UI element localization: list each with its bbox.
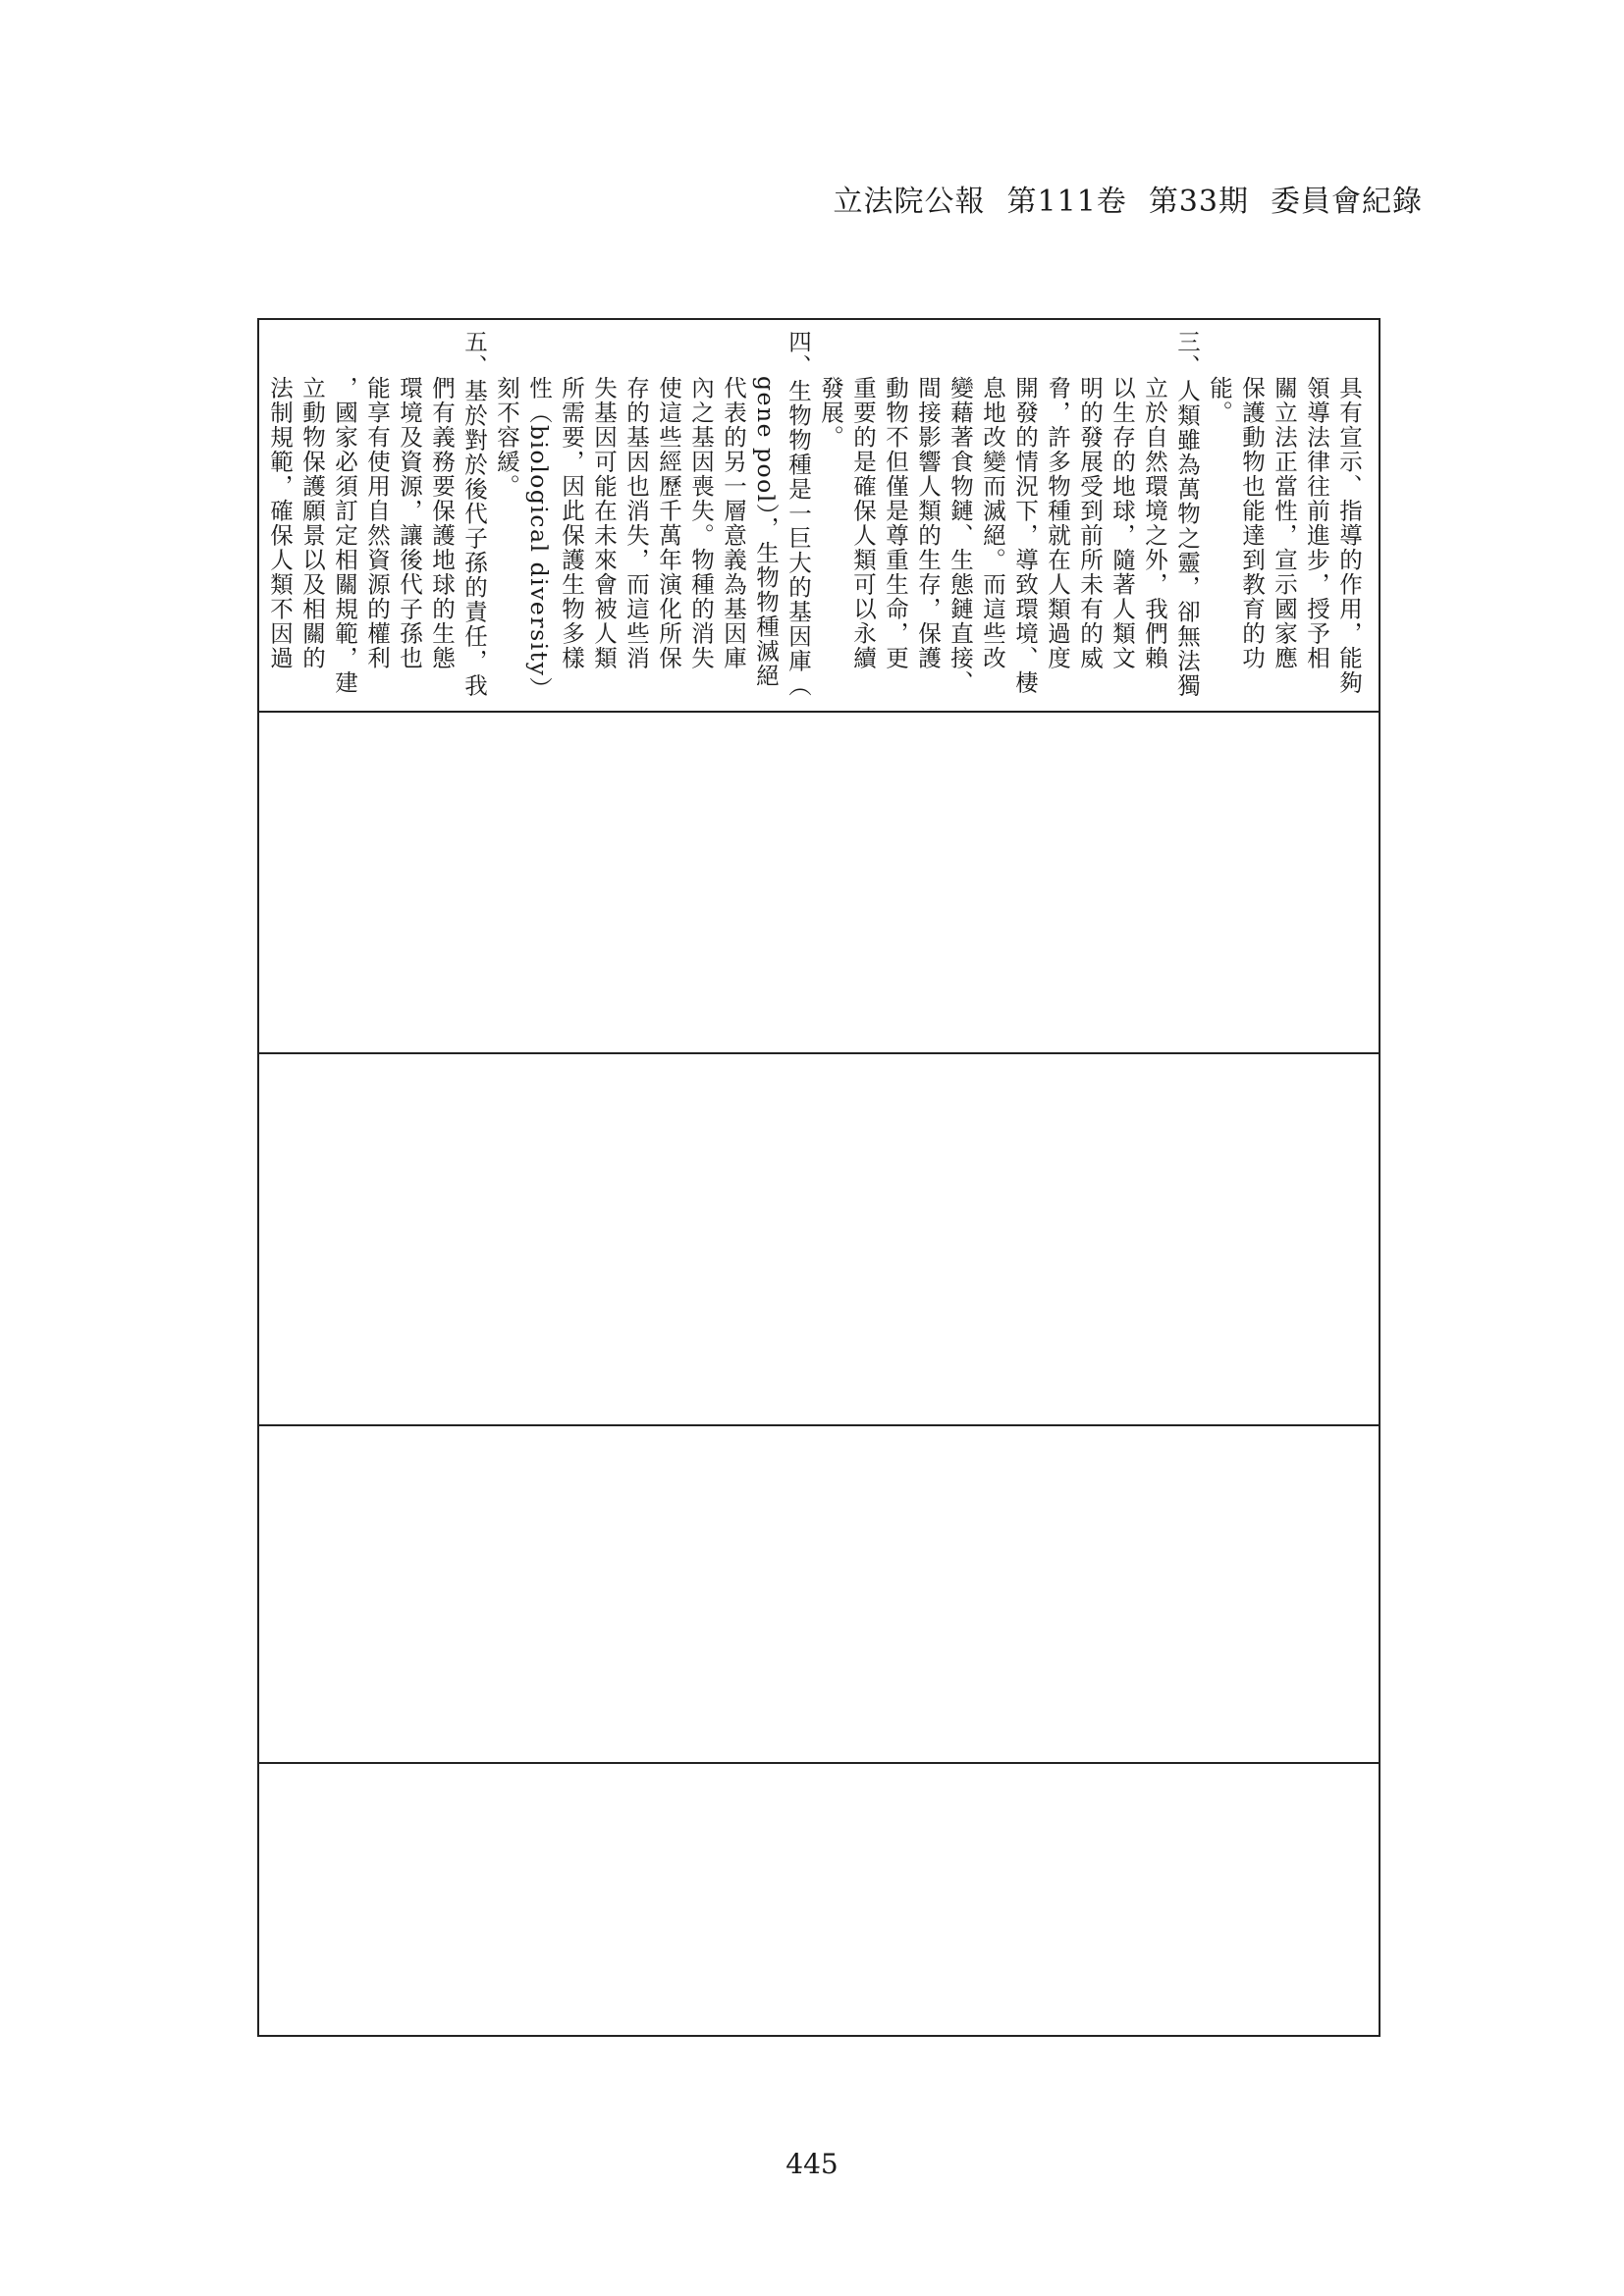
intro-paragraph [1203,330,1365,701]
text-line: 重要的是確保人類可以永續 [849,376,877,670]
list-item-3 [814,330,1203,701]
text-line: 法制規範，確保人類不因過 [266,376,294,670]
text-line: gene pool），生物物種滅絕 [752,376,780,689]
text-line: 變藉著食物鏈、生態鏈直接、 [947,376,974,695]
page-header [812,177,1423,220]
text-line: 刻不容緩。 [493,376,520,499]
text-line: 立於自然環境之外，我們賴 [1141,376,1168,670]
text-line: 關立法正當性，宣示國家應 [1271,376,1298,670]
text-line: 使這些經歷千萬年演化所保 [655,376,682,670]
text-line: 環境及資源，讓後代子孫也 [396,376,423,670]
item-number: 五、 [460,330,488,379]
issue-label: 第33期 [1148,185,1249,219]
text-line: 發展。 [817,376,844,450]
table-row-3 [259,1054,1379,1426]
text-line: 能享有使用自然資源的權利 [363,376,391,670]
list-item-5 [263,330,490,701]
table-row-5 [259,1764,1379,2035]
text-line: 存的基因也消失，而這些消 [623,376,650,670]
text-line: 性（biological diversity） [525,376,553,702]
text-line: 們有義務要保護地球的生態 [428,376,456,670]
text-line: 失基因可能在未來會被人類 [590,376,618,670]
text-line: 以生存的地球，隨著人類文 [1109,376,1136,670]
text-line: 立動物保護願景以及相關的 [298,376,326,670]
text-line: 代表的另一層意義為基因庫 [720,376,747,670]
item-number: 三、 [1173,330,1201,379]
section-label: 委員會紀錄 [1271,185,1423,219]
text-line: 間接影響人類的生存，保護 [914,376,942,670]
text-line: 內之基因喪失。物種的消失 [687,376,715,670]
list-item-first-line [782,330,814,701]
text-line: ，國家必須訂定相關規範，建 [331,376,358,695]
text-line: 保護動物也能達到教育的功 [1238,376,1266,670]
list-item-first-line [1170,330,1203,701]
item-text: 生物物種是一巨大的基因庫（ [785,379,812,698]
table-row-4 [259,1426,1379,1764]
text-line: 具有宣示、指導的作用，能夠 [1335,376,1363,695]
text-line: 能。 [1206,376,1233,425]
text-line: 明的發展受到前所未有的威 [1076,376,1104,670]
table-row-1 [259,320,1379,713]
text-line: 開發的情況下，導致環境、棲 [1011,376,1039,695]
volume-label: 第111卷 [1006,185,1127,219]
comparison-table [257,318,1380,2037]
text-line: 領導法律往前進步，授予相 [1303,376,1330,670]
item-text: 基於對於後代子孫的責任，我 [460,379,488,698]
list-item-first-line [458,330,490,701]
item-text: 人類雖為萬物之靈，卻無法獨 [1173,379,1201,698]
vertical-text-column [266,330,1365,702]
text-line: 動物不但僅是尊重生命，更 [882,376,909,670]
list-item-4 [490,330,814,701]
text-line: 所需要，因此保護生物多樣 [558,376,585,670]
text-line: 息地改變而滅絕。而這些改 [979,376,1006,670]
text-line: 脅，許多物種就在人類過度 [1044,376,1071,670]
publication-name: 立法院公報 [833,185,986,219]
table-row-2 [259,713,1379,1054]
page-number: 445 [785,2148,839,2180]
item-number: 四、 [785,330,812,379]
